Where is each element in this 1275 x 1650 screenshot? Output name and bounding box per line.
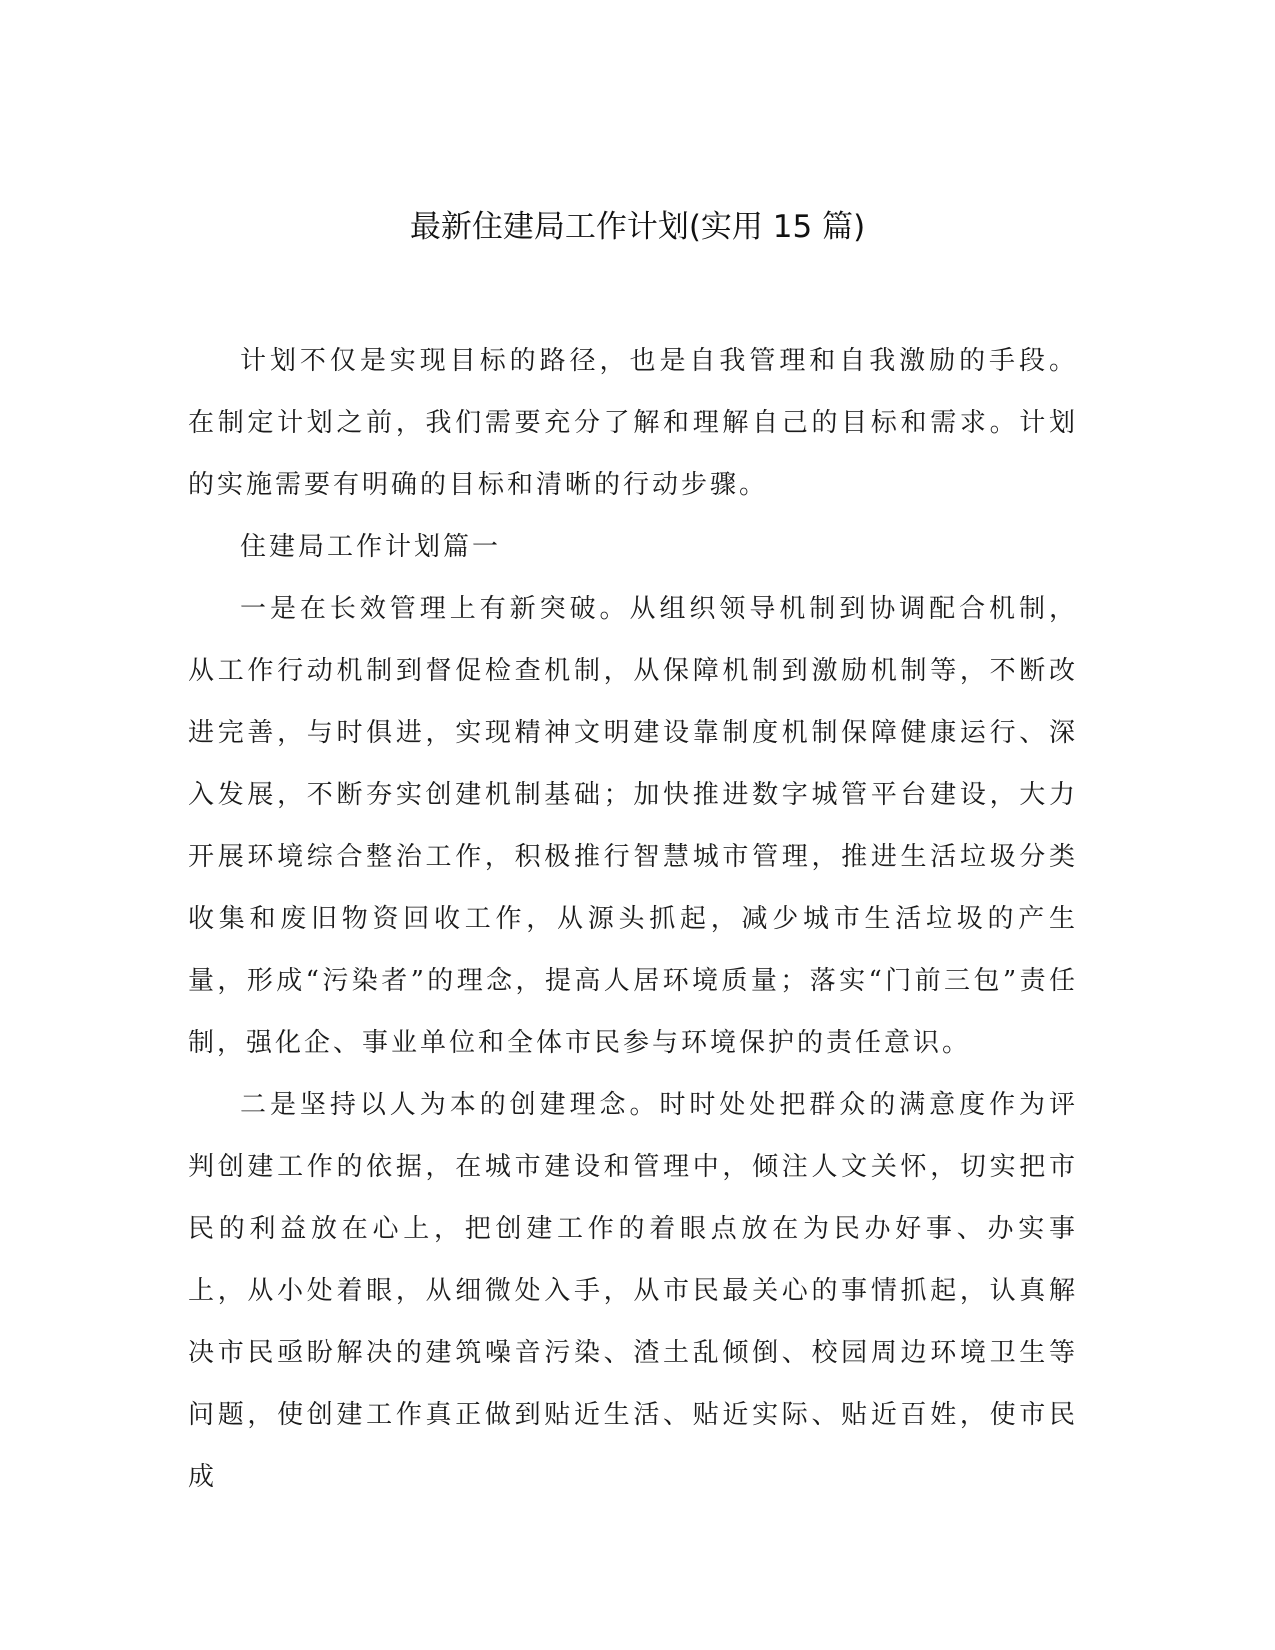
section-heading: 住建局工作计划篇一 bbox=[240, 532, 502, 562]
document-body bbox=[188, 330, 1078, 1508]
body-paragraph: 一是在长效管理上有新突破。从组织领导机制到协调配合机制，从工作行动机制到督促检查机制，从保障机制到激励机制等，不断改进完善，与时俱进，实现精神文明建设靠制度机制保障健康运行、深入发展，不断夯实创建机制基础；加快推进数字城管平台建设，大力开展环境综合整治工作，积极推行智慧城市管理，推进生活垃圾分类收集和废旧物资回收工作，从源头抓起，减少城市生活垃圾的产生量，形成“污染者”的理念，提高人居环境质量；落实“门前三包”责任制，强化企、事业单位和全体市民参与环境保护的责任意识。 bbox=[188, 594, 1078, 1058]
body-paragraph: 二是坚持以人为本的创建理念。时时处处把群众的满意度作为评判创建工作的依据，在城市建设和管理中，倾注人文关怀，切实把市民的利益放在心上，把创建工作的着眼点放在为民办好事、办实事上，从小处着眼，从细微处入手，从市民最关心的事情抓起，认真解决市民亟盼解决的建筑噪音污染、渣土乱倾倒、校园周边环境卫生等问题，使创建工作真正做到贴近生活、贴近实际、贴近百姓，使市民成 bbox=[188, 1090, 1078, 1492]
intro-paragraph: 计划不仅是实现目标的路径，也是自我管理和自我激励的手段。在制定计划之前，我们需要充分了解和理解自己的目标和需求。计划的实施需要有明确的目标和清晰的行动步骤。 bbox=[188, 346, 1078, 500]
document-title: 最新住建局工作计划(实用 15 篇) bbox=[409, 209, 866, 245]
